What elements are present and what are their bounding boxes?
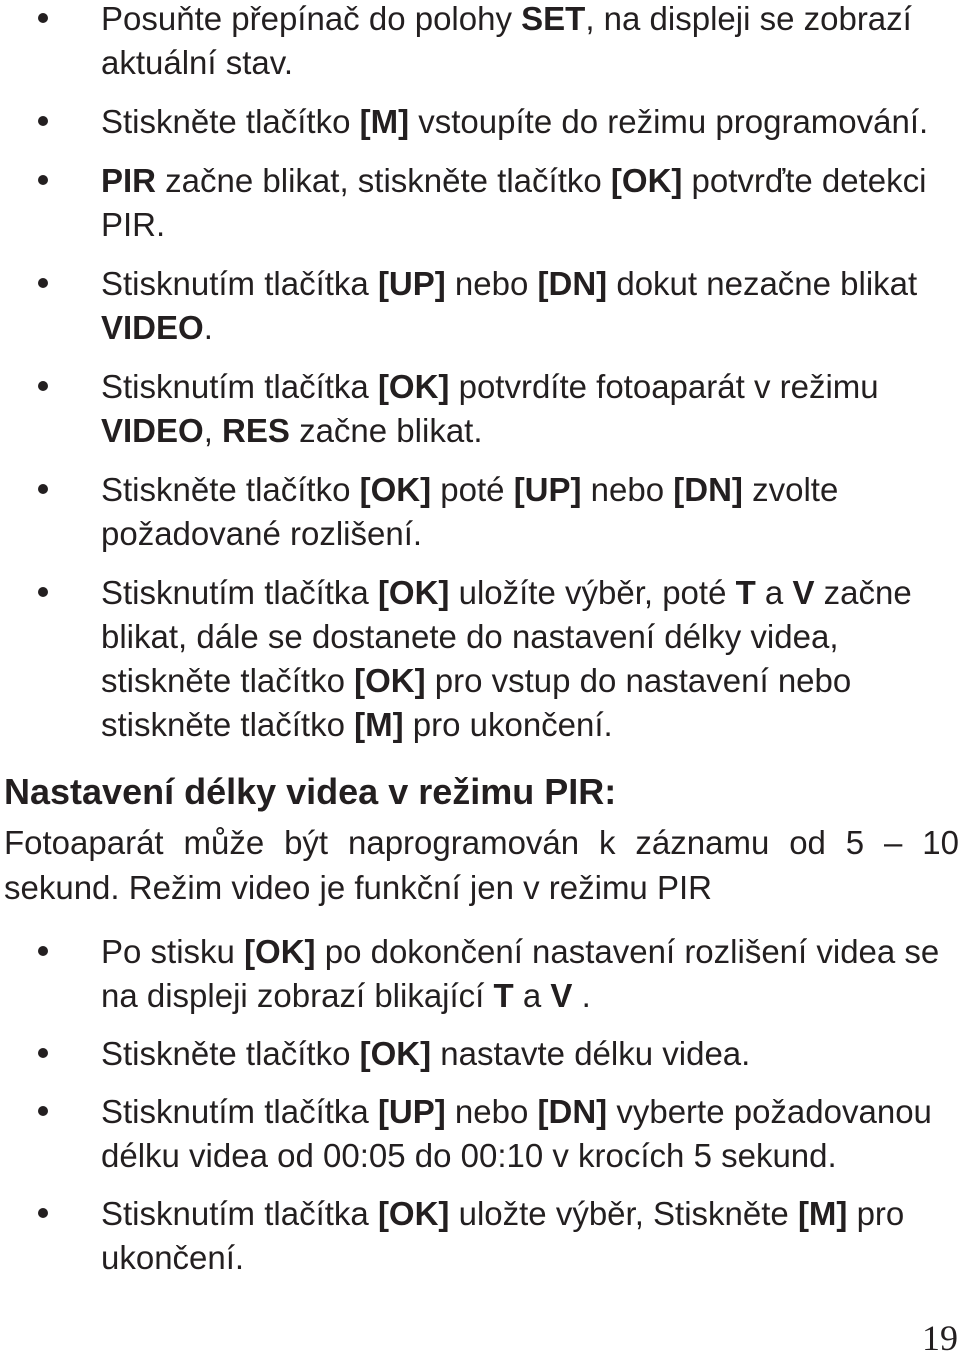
list-item [0, 365, 960, 453]
item-text: poté [431, 471, 514, 508]
item-text: nebo [581, 471, 674, 508]
section-heading: Nastavení délky videa v režimu PIR: [4, 771, 617, 812]
item-text: začne blikat, stiskněte tlačítko [156, 162, 611, 199]
list-item [0, 1192, 960, 1280]
item-text: potvrďte detekci PIR. [101, 162, 927, 243]
item-text: potvrdíte fotoaparát v režimu [449, 368, 879, 405]
item-text: , [203, 412, 223, 449]
page-number: 19 [922, 1318, 958, 1358]
list-item [0, 100, 960, 144]
item-text: a [755, 574, 793, 611]
item-text: po dokončení nastavení rozlišení videa se na displeji zobrazí blikající [101, 933, 940, 1014]
bullet-icon [38, 946, 48, 956]
item-text: Posuňte přepínač do polohy [101, 0, 522, 37]
bullet-icon [38, 381, 48, 391]
item-bold-text: [M] [359, 103, 410, 140]
item-bold-text: [OK] [377, 1195, 450, 1232]
item-text: Stiskněte tlačítko [101, 103, 360, 140]
item-bold-text: T [493, 977, 514, 1014]
item-text: nebo [445, 1093, 538, 1130]
item-text: , na displeji se zobrazí aktuální stav. [101, 0, 912, 81]
item-bold-text: V [550, 977, 573, 1014]
item-bold-text: VIDEO [101, 412, 204, 449]
item-bold-text: [OK] [377, 574, 450, 611]
item-text: začne blikat. [289, 412, 483, 449]
item-text: Stiskněte tlačítko [101, 471, 360, 508]
item-bold-text: [OK] [377, 368, 450, 405]
bullet-icon [38, 175, 48, 185]
item-bold-text: V [792, 574, 815, 611]
item-bold-text: VIDEO [101, 309, 204, 346]
instruction-list-video-length [0, 930, 960, 1294]
item-bold-text: [OK] [359, 1035, 432, 1072]
item-text: dokut nezačne blikat [607, 265, 918, 302]
item-bold-text: T [735, 574, 756, 611]
item-bold-text: [OK] [610, 162, 683, 199]
item-bold-text: [OK] [359, 471, 432, 508]
item-text: začne blikat, dále se dostanete do nastavení délky videa, stiskněte tlačítko [101, 574, 912, 699]
section-paragraph: Fotoaparát může být naprogramován k záznamu od 5 – 10 sekund. Režim video je funkční jen v režimu PIR [4, 824, 959, 906]
item-text: Stisknutím tlačítka [101, 574, 378, 611]
item-text: Stisknutím tlačítka [101, 1093, 378, 1130]
item-text: pro ukončení. [403, 706, 613, 743]
item-bold-text: [OK] [244, 933, 316, 970]
item-bold-text: [M] [797, 1195, 848, 1232]
item-text: Stiskněte tlačítko [101, 1035, 360, 1072]
item-bold-text: [OK] [354, 662, 426, 699]
bullet-icon [38, 13, 48, 23]
item-text: vstoupíte do režimu programování. [409, 103, 929, 140]
item-text: Stisknutím tlačítka [101, 265, 378, 302]
bullet-icon [38, 116, 48, 126]
item-text: Stisknutím tlačítka [101, 1195, 378, 1232]
item-bold-text: [UP] [377, 1093, 446, 1130]
bullet-icon [38, 587, 48, 597]
item-text: pro vstup do nastavení nebo stiskněte tlačítko [101, 662, 852, 743]
item-bold-text: RES [222, 412, 290, 449]
item-text: nastavte délku videa. [431, 1035, 751, 1072]
list-item [0, 1090, 960, 1178]
list-item [0, 0, 960, 85]
item-text: . [572, 977, 591, 1014]
bullet-icon [38, 278, 48, 288]
bullet-icon [38, 1106, 48, 1116]
item-bold-text: PIR [101, 162, 157, 199]
item-bold-text: [UP] [377, 265, 446, 302]
item-text: zvolte požadované rozlišení. [101, 471, 839, 552]
list-item [0, 1032, 960, 1076]
item-bold-text: [DN] [673, 471, 743, 508]
list-item [0, 930, 960, 1018]
item-text: vyberte požadovanou délku videa od 00:05 do 00:10 v krocích 5 sekund. [101, 1093, 932, 1174]
list-item [0, 571, 960, 747]
item-bold-text: [DN] [537, 1093, 608, 1130]
item-text: uložíte výběr, poté [449, 574, 736, 611]
item-text: . [203, 309, 213, 346]
item-text: Stisknutím tlačítka [101, 368, 378, 405]
bullet-icon [38, 1208, 48, 1218]
bullet-icon [38, 484, 48, 494]
item-bold-text: [M] [354, 706, 404, 743]
item-bold-text: [DN] [537, 265, 608, 302]
list-item [0, 468, 960, 556]
list-item [0, 159, 960, 247]
list-item [0, 262, 960, 350]
item-text: Po stisku [101, 933, 245, 970]
item-text: uložte výběr, Stiskněte [449, 1195, 798, 1232]
item-text: pro ukončení. [101, 1195, 905, 1276]
bullet-icon [38, 1048, 48, 1058]
item-text: nebo [445, 265, 538, 302]
item-bold-text: SET [521, 0, 586, 37]
item-text: a [513, 977, 551, 1014]
item-bold-text: [UP] [513, 471, 582, 508]
